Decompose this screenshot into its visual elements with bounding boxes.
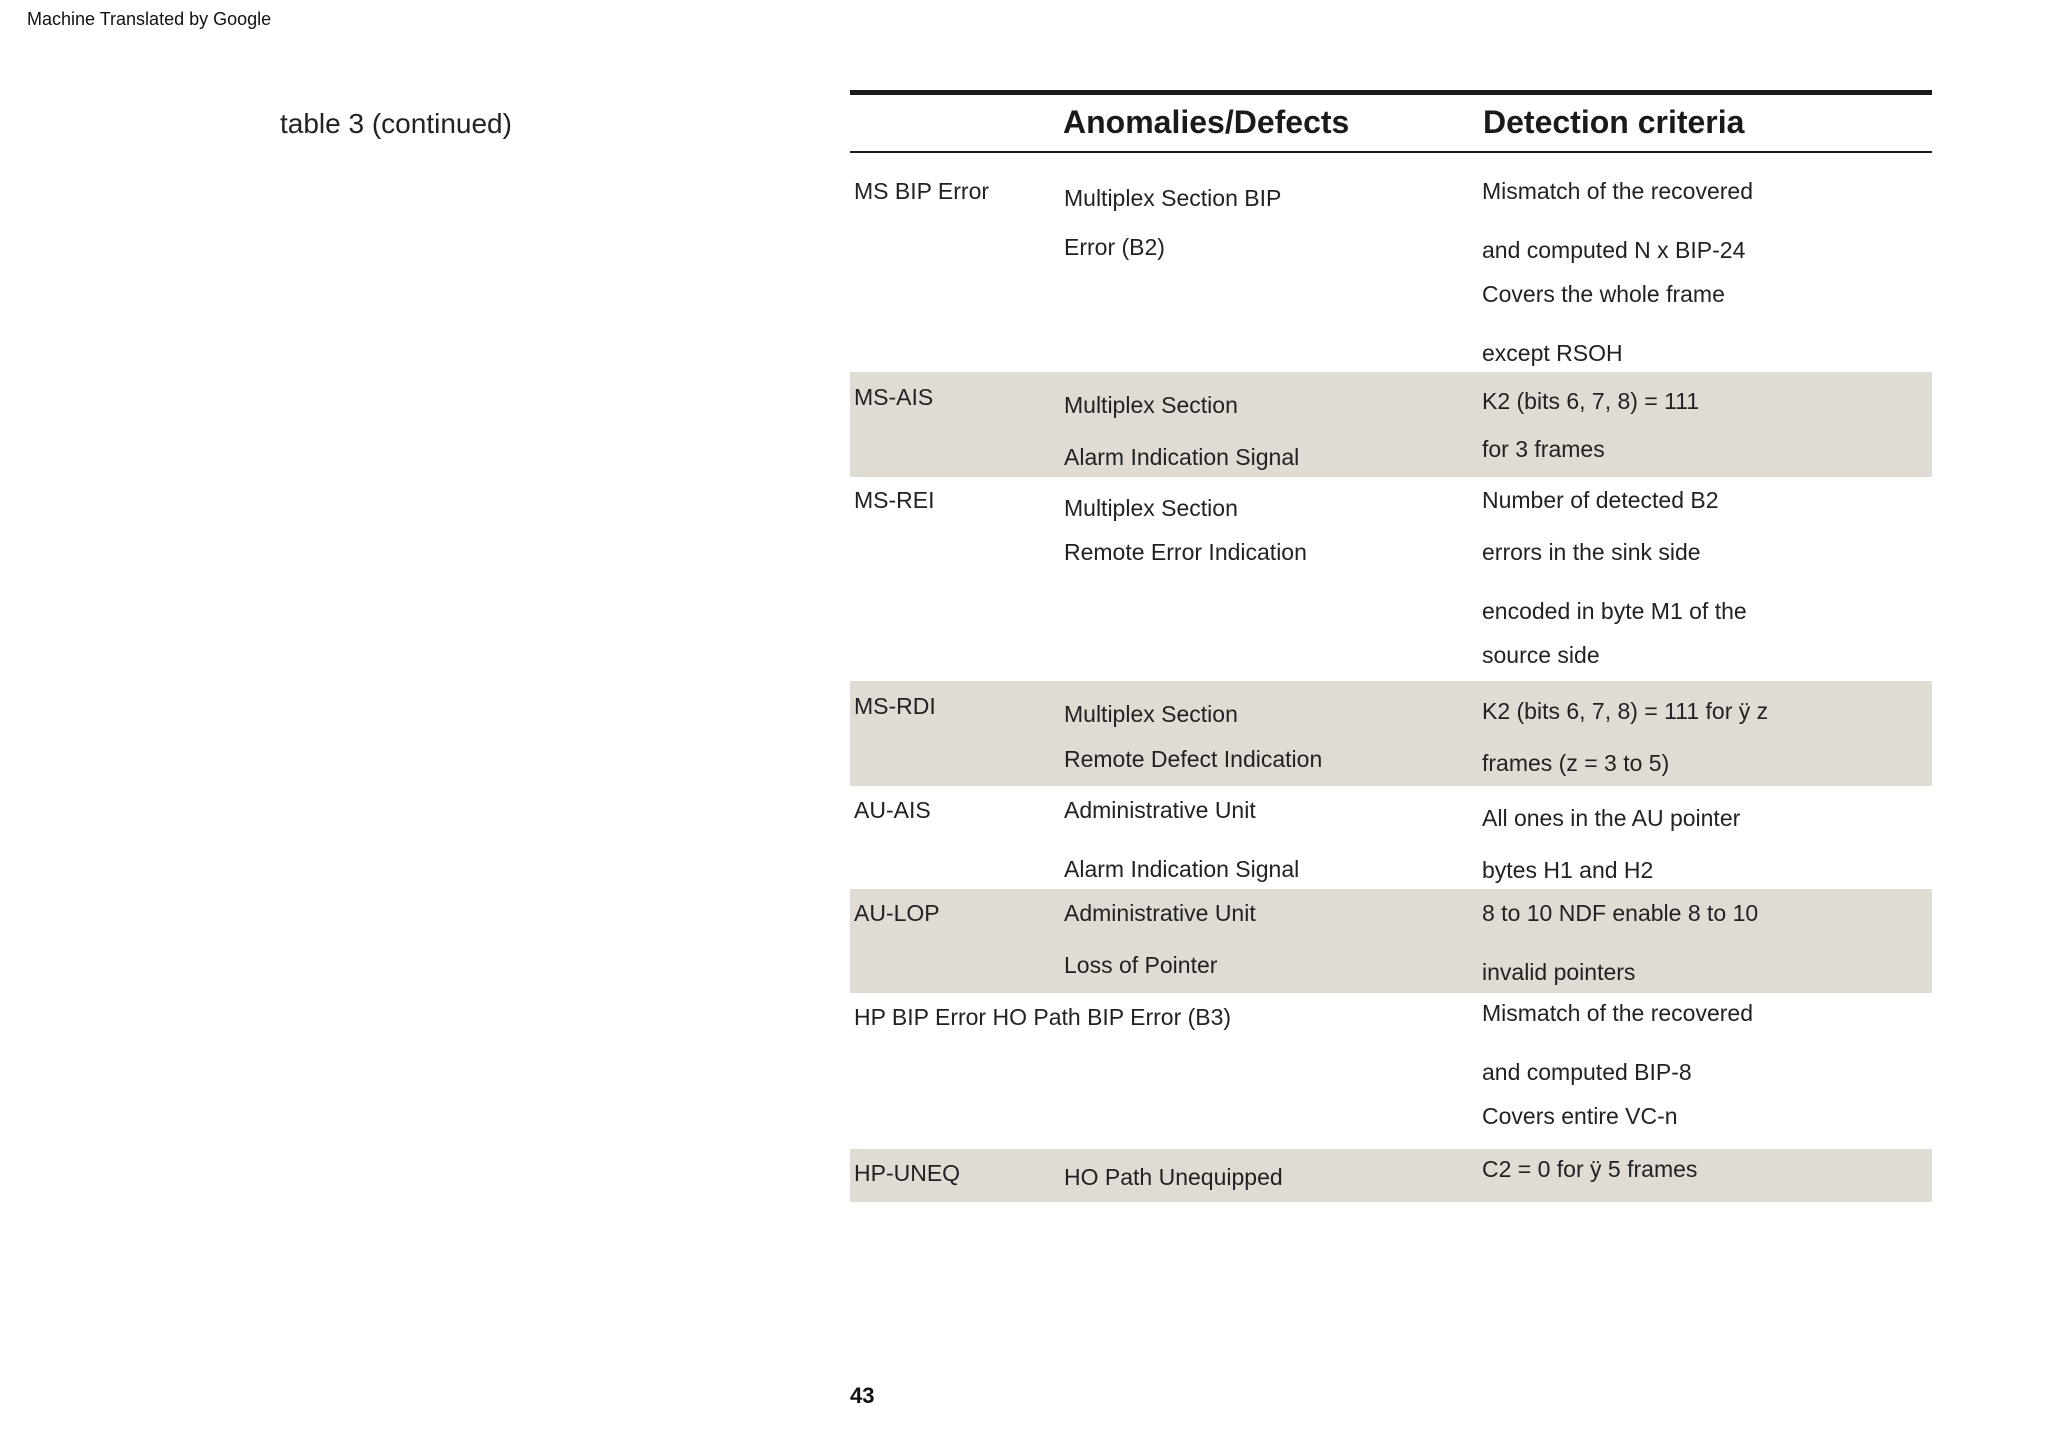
- row-defect-line: HO Path Unequipped: [1064, 1164, 1283, 1190]
- row-defect-line: Remote Defect Indication: [1064, 746, 1323, 772]
- table-caption: table 3 (continued): [280, 108, 512, 139]
- row-defect-line: Multiplex Section BIP: [1064, 185, 1282, 211]
- row-criteria-line: All ones in the AU pointer: [1482, 805, 1741, 831]
- column-header-anomalies: Anomalies/Defects: [1063, 104, 1350, 140]
- row-band-au-lop: [850, 889, 1932, 993]
- row-defect-line: Multiplex Section: [1064, 701, 1238, 727]
- row-code-hp-bip-error: HP BIP Error HO Path BIP Error (B3): [854, 1004, 1232, 1030]
- row-criteria-line: errors in the sink side: [1482, 539, 1701, 565]
- row-criteria-line: Mismatch of the recovered: [1482, 178, 1754, 204]
- row-criteria-line: Covers entire VC-n: [1482, 1103, 1678, 1129]
- row-code-au-ais: AU-AIS: [854, 797, 931, 823]
- row-criteria-line: invalid pointers: [1482, 959, 1636, 985]
- machine-translation-banner: Machine Translated by Google: [27, 9, 272, 29]
- row-criteria-line: 8 to 10 NDF enable 8 to 10: [1482, 900, 1759, 926]
- row-code-ms-rdi: MS-RDI: [854, 693, 936, 719]
- row-defect-line: Loss of Pointer: [1064, 952, 1218, 978]
- row-criteria-line: K2 (bits 6, 7, 8) = 111 for ÿ z: [1482, 698, 1769, 724]
- row-criteria-line: for 3 frames: [1482, 436, 1605, 462]
- row-defect-line: Alarm Indication Signal: [1064, 856, 1300, 882]
- row-criteria-line: Mismatch of the recovered: [1482, 1000, 1754, 1026]
- row-code-ms-bip-error: MS BIP Error: [854, 178, 990, 204]
- row-defect-line: Error (B2): [1064, 234, 1165, 260]
- row-defect-line: Multiplex Section: [1064, 392, 1238, 418]
- row-criteria-line: Number of detected B2: [1482, 487, 1719, 513]
- row-code-ms-ais: MS-AIS: [854, 384, 934, 410]
- row-criteria-line: and computed N x BIP-24: [1482, 237, 1746, 263]
- row-criteria-line: except RSOH: [1482, 340, 1623, 366]
- row-defect-line: Administrative Unit: [1064, 900, 1256, 926]
- row-band-ms-ais: [850, 372, 1932, 477]
- table-header-rule: [850, 151, 1932, 153]
- row-criteria-line: encoded in byte M1 of the: [1482, 598, 1747, 624]
- row-criteria-line: K2 (bits 6, 7, 8) = 111: [1482, 388, 1700, 414]
- column-header-detection-criteria: Detection criteria: [1483, 104, 1745, 140]
- row-defect-line: Multiplex Section: [1064, 495, 1238, 521]
- row-criteria-line: Covers the whole frame: [1482, 281, 1725, 307]
- row-defect-line: Administrative Unit: [1064, 797, 1256, 823]
- page-number: 43: [850, 1383, 875, 1408]
- row-criteria-line: source side: [1482, 642, 1600, 668]
- row-code-ms-rei: MS-REI: [854, 487, 935, 513]
- row-criteria-line: and computed BIP-8: [1482, 1059, 1692, 1085]
- table-top-rule: [850, 90, 1932, 95]
- row-criteria-line: bytes H1 and H2: [1482, 857, 1654, 883]
- row-code-au-lop: AU-LOP: [854, 900, 940, 926]
- row-criteria-line: C2 = 0 for ÿ 5 frames: [1482, 1156, 1698, 1182]
- row-criteria-line: frames (z = 3 to 5): [1482, 750, 1670, 776]
- row-band-ms-rdi: [850, 681, 1932, 786]
- row-code-hp-uneq: HP-UNEQ: [854, 1160, 961, 1186]
- row-band-hp-uneq: [850, 1149, 1932, 1202]
- row-defect-line: Remote Error Indication: [1064, 539, 1307, 565]
- row-defect-line: Alarm Indication Signal: [1064, 444, 1300, 470]
